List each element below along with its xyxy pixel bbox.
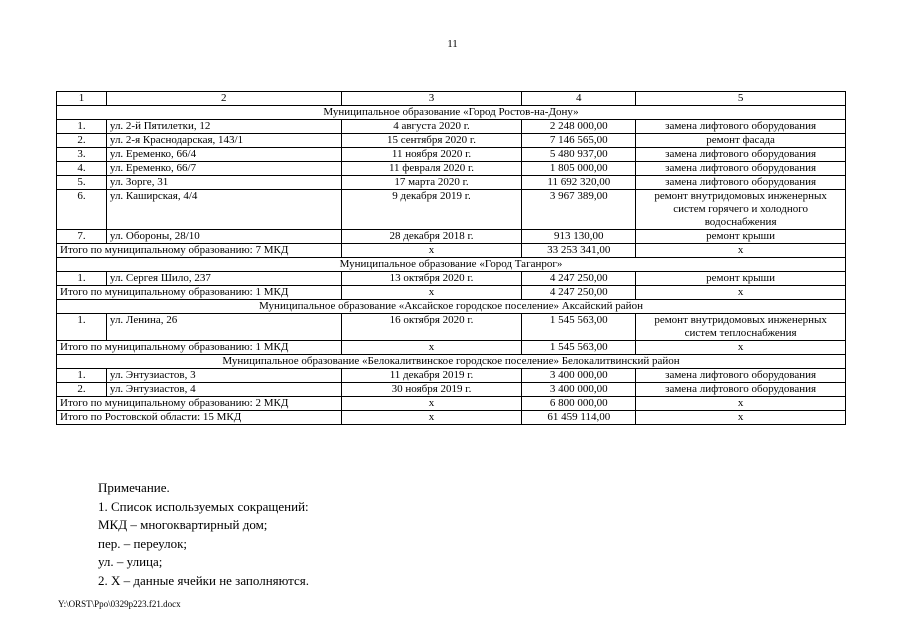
row-number-cell: 4. [57, 162, 107, 176]
municipality-title: Муниципальное образование «Аксайское городское поселение» Аксайский район [57, 300, 846, 314]
table-row [57, 230, 846, 244]
column-number-header: 5 [636, 92, 846, 106]
subtotal-amount: 4 247 250,00 [522, 286, 636, 300]
table-row [57, 369, 846, 383]
row-number-cell: 3. [57, 148, 107, 162]
subtotal-amount: 1 545 563,00 [522, 341, 636, 355]
subtotal-row [57, 341, 846, 355]
column-number-header: 3 [341, 92, 522, 106]
grand-total-work-cell: х [636, 411, 846, 425]
date-cell: 30 ноября 2019 г. [341, 383, 522, 397]
amount-cell: 3 400 000,00 [522, 369, 636, 383]
work-type-cell: ремонт внутридомовых инженерных систем теплоснабжения [636, 314, 846, 341]
address-cell: ул. Энтузиастов, 4 [106, 383, 341, 397]
work-type-cell: ремонт крыши [636, 272, 846, 286]
file-path-footer: Y:\ORST\Ppo\0329p223.f21.docx [58, 599, 181, 609]
subtotal-amount: 6 800 000,00 [522, 397, 636, 411]
subtotal-work-cell: х [636, 244, 846, 258]
work-type-cell: замена лифтового оборудования [636, 162, 846, 176]
address-cell: ул. Ленина, 26 [106, 314, 341, 341]
subtotal-label: Итого по муниципальному образованию: 1 МКД [57, 286, 342, 300]
subtotal-date-cell: х [341, 397, 522, 411]
grand-total-label: Итого по Ростовской области: 15 МКД [57, 411, 342, 425]
address-cell: ул. Еременко, 66/4 [106, 148, 341, 162]
table-row [57, 314, 846, 341]
row-number-cell: 6. [57, 190, 107, 230]
amount-cell: 1 805 000,00 [522, 162, 636, 176]
subtotal-date-cell: х [341, 286, 522, 300]
work-type-cell: замена лифтового оборудования [636, 383, 846, 397]
row-number-cell: 1. [57, 120, 107, 134]
municipality-title: Муниципальное образование «Город Ростов-на-Дону» [57, 106, 846, 120]
column-number-header: 4 [522, 92, 636, 106]
address-cell: ул. 2-й Пятилетки, 12 [106, 120, 341, 134]
row-number-cell: 2. [57, 383, 107, 397]
subtotal-work-cell: х [636, 341, 846, 355]
date-cell: 4 августа 2020 г. [341, 120, 522, 134]
section-header-row [57, 106, 846, 120]
amount-cell: 1 545 563,00 [522, 314, 636, 341]
section-header-row [57, 300, 846, 314]
table-row [57, 176, 846, 190]
column-number-header: 1 [57, 92, 107, 106]
subtotal-date-cell: х [341, 244, 522, 258]
table-row [57, 162, 846, 176]
work-type-cell: замена лифтового оборудования [636, 120, 846, 134]
row-number-cell: 1. [57, 314, 107, 341]
table-row [57, 148, 846, 162]
work-type-cell: ремонт внутридомовых инженерных систем горячего и холодного водоснабжения [636, 190, 846, 230]
notes-title: Примечание. [98, 480, 170, 495]
grand-total-amount: 61 459 114,00 [522, 411, 636, 425]
work-type-cell: ремонт фасада [636, 134, 846, 148]
amount-cell: 3 400 000,00 [522, 383, 636, 397]
section-header-row [57, 258, 846, 272]
row-number-cell: 2. [57, 134, 107, 148]
subtotal-label: Итого по муниципальному образованию: 2 МКД [57, 397, 342, 411]
subtotal-row [57, 397, 846, 411]
address-cell: ул. Зорге, 31 [106, 176, 341, 190]
amount-cell: 913 130,00 [522, 230, 636, 244]
amount-cell: 11 692 320,00 [522, 176, 636, 190]
address-cell: ул. 2-я Краснодарская, 143/1 [106, 134, 341, 148]
amount-cell: 5 480 937,00 [522, 148, 636, 162]
notes-item: пер. – переулок; [98, 535, 187, 551]
table-row [57, 272, 846, 286]
subtotal-label: Итого по муниципальному образованию: 1 МКД [57, 341, 342, 355]
subtotal-label: Итого по муниципальному образованию: 7 МКД [57, 244, 342, 258]
notes-item: ул. – улица; [98, 554, 163, 569]
row-number-cell: 1. [57, 272, 107, 286]
date-cell: 11 декабря 2019 г. [341, 369, 522, 383]
date-cell: 28 декабря 2018 г. [341, 230, 522, 244]
date-cell: 9 декабря 2019 г. [341, 190, 522, 230]
grand-total-date-cell: х [341, 411, 522, 425]
subtotal-date-cell: х [341, 341, 522, 355]
notes-item: 1. Список используемых сокращений: [98, 498, 309, 514]
date-cell: 16 октября 2020 г. [341, 314, 522, 341]
work-type-cell: замена лифтового оборудования [636, 369, 846, 383]
addresses-table [56, 91, 846, 425]
notes-item: МКД – многоквартирный дом; [98, 517, 268, 532]
amount-cell: 2 248 000,00 [522, 120, 636, 134]
notes-item: 2. Х – данные ячейки не заполняются. [98, 572, 310, 588]
table-row [57, 134, 846, 148]
section-header-row [57, 355, 846, 369]
municipality-title: Муниципальное образование «Белокалитвинское городское поселение» Белокалитвинский район [57, 355, 846, 369]
work-type-cell: ремонт крыши [636, 230, 846, 244]
subtotal-row [57, 244, 846, 258]
municipality-title: Муниципальное образование «Город Таганрог» [57, 258, 846, 272]
notes [98, 479, 309, 590]
row-number-cell: 7. [57, 230, 107, 244]
subtotal-amount: 33 253 341,00 [522, 244, 636, 258]
table-row [57, 383, 846, 397]
row-number-cell: 5. [57, 176, 107, 190]
address-cell: ул. Обороны, 28/10 [106, 230, 341, 244]
column-number-header: 2 [106, 92, 341, 106]
work-type-cell: замена лифтового оборудования [636, 176, 846, 190]
amount-cell: 3 967 389,00 [522, 190, 636, 230]
table-row [57, 190, 846, 230]
address-cell: ул. Сергея Шило, 237 [106, 272, 341, 286]
date-cell: 15 сентября 2020 г. [341, 134, 522, 148]
address-cell: ул. Энтузиастов, 3 [106, 369, 341, 383]
date-cell: 11 февраля 2020 г. [341, 162, 522, 176]
amount-cell: 4 247 250,00 [522, 272, 636, 286]
grand-total-row [57, 411, 846, 425]
subtotal-work-cell: х [636, 286, 846, 300]
row-number-cell: 1. [57, 369, 107, 383]
date-cell: 11 ноября 2020 г. [341, 148, 522, 162]
table-row [57, 120, 846, 134]
date-cell: 17 марта 2020 г. [341, 176, 522, 190]
subtotal-work-cell: х [636, 397, 846, 411]
address-cell: ул. Каширская, 4/4 [106, 190, 341, 230]
amount-cell: 7 146 565,00 [522, 134, 636, 148]
date-cell: 13 октября 2020 г. [341, 272, 522, 286]
table-header-row [57, 92, 846, 106]
subtotal-row [57, 286, 846, 300]
work-type-cell: замена лифтового оборудования [636, 148, 846, 162]
address-cell: ул. Еременко, 66/7 [106, 162, 341, 176]
page-number: 11 [447, 38, 458, 50]
